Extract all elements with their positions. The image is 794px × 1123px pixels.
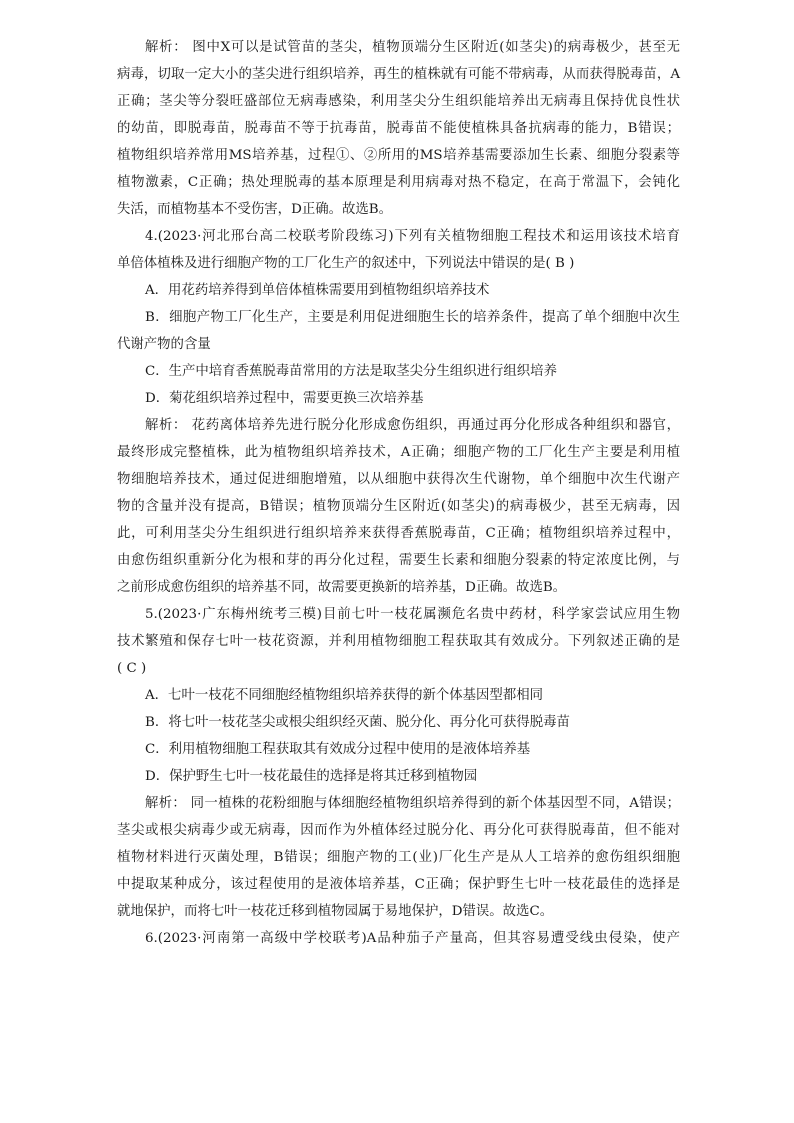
a3-line: 植物激素，C正确；热处理脱毒的基本原理是利用病毒对热不稳定，在高于常温下，会钝化 [117,175,680,190]
q4opts-line: B．细胞产物工厂化生产，主要是利用促进细胞生长的培养条件，提高了单个细胞中次生 [145,310,680,325]
a5-line: 解析： 同一植株的花粉细胞与体细胞经植物组织培养得到的新个体基因型不同，A错误； [145,796,680,811]
a4-line: 最终形成完整植株，此为植物组织培养技术，A正确；细胞产物的工厂化生产主要是利用植 [117,445,680,460]
a4-line: 物细胞培养技术，通过促进细胞增殖，以从细胞中获得次生代谢物，单个细胞中次生代谢产 [117,472,680,487]
a3-line: 解析： 图中Ⅹ可以是试管苗的茎尖，植物顶端分生区附近(如茎尖)的病毒极少，甚至无 [145,40,680,55]
a5-line: 茎尖或根尖病毒少或无病毒，因而作为外植体经过脱分化、再分化可获得脱毒苗，但不能对 [117,823,680,838]
q5opts-line: C．利用植物细胞工程获取其有效成分过程中使用的是液体培养基 [145,742,531,757]
q4opts-line: 代谢产物的含量 [117,337,211,352]
a4-line: 此，可利用茎尖分生组织进行组织培养来获得香蕉脱毒苗，C正确；植物组织培养过程中， [117,526,680,541]
a5-line: 就地保护，而将七叶一枝花迁移到植物园属于易地保护，D错误。故选C。 [117,904,554,919]
q5opts-line: A．七叶一枝花不同细胞经植物组织培养获得的新个体基因型都相同 [145,688,543,703]
q4-line: 4.(2023·河北邢台高二校联考阶段练习)下列有关植物细胞工程技术和运用该技术培育 [145,229,680,244]
q4opts-line: A．用花药培养得到单倍体植株需要用到植物组织培养技术 [145,283,490,298]
q4-line: 单倍体植株及进行细胞产物的工厂化生产的叙述中，下列说法中错误的是( B ) [117,256,575,271]
a5-line: 中提取某种成分，该过程使用的是液体培养基，C正确；保护野生七叶一枝花最佳的选择是 [117,877,680,892]
a4-line: 由愈伤组织重新分化为根和芽的再分化过程，需要生长素和细胞分裂素的特定浓度比例，与 [117,553,680,568]
a4-line: 解析： 花药离体培养先进行脱分化形成愈伤组织，再通过再分化形成各种组织和器官， [145,418,680,433]
q5-line: 技术繁殖和保存七叶一枝花资源，并利用植物细胞工程获取其有效成分。下列叙述正确的是 [117,634,680,649]
q5opts-line: D．保护野生七叶一枝花最佳的选择是将其迁移到植物园 [145,769,478,784]
q6-line: 6.(2023·河南第一高级中学校联考)A品种茄子产量高，但其容易遭受线虫侵染，使产 [145,931,680,946]
q5opts-line: B．将七叶一枝花茎尖或根尖组织经灭菌、脱分化、再分化可获得脱毒苗 [145,715,570,730]
q4opts-line: C．生产中培育香蕉脱毒苗常用的方法是取茎尖分生组织进行组织培养 [145,364,557,379]
a4-line: 之前形成愈伤组织的培养基不同，故需要更换新的培养基，D正确。故选B。 [117,580,567,595]
q4opts-line: D．菊花组织培养过程中，需要更换三次培养基 [145,391,424,406]
a3-line: 的幼苗，即脱毒苗，脱毒苗不等于抗毒苗，脱毒苗不能使植株具备抗病毒的能力，B错误； [117,121,680,136]
a3-line: 植物组织培养常用MS培养基，过程①、②所用的MS培养基需要添加生长素、细胞分裂素等 [117,148,680,163]
a5-line: 植物材料进行灭菌处理，B错误；细胞产物的工(业)厂化生产是从人工培养的愈伤组织细胞 [117,850,680,865]
a3-line: 失活，而植物基本不受伤害，D正确。故选B。 [117,202,392,217]
q5-line: 5.(2023·广东梅州统考三模)目前七叶一枝花属濒危名贵中药材，科学家尝试应用生物 [145,607,680,622]
q5-line: ( C ) [117,661,147,676]
a4-line: 物的含量并没有提高，B错误；植物顶端分生区附近(如茎尖)的病毒极少，甚至无病毒，因 [117,499,680,514]
a3-line: 病毒，切取一定大小的茎尖进行组织培养，再生的植株就有可能不带病毒，从而获得脱毒苗，A [117,67,680,82]
a3-line: 正确；茎尖等分裂旺盛部位无病毒感染，利用茎尖分生组织能培养出无病毒且保持优良性状 [117,94,680,109]
